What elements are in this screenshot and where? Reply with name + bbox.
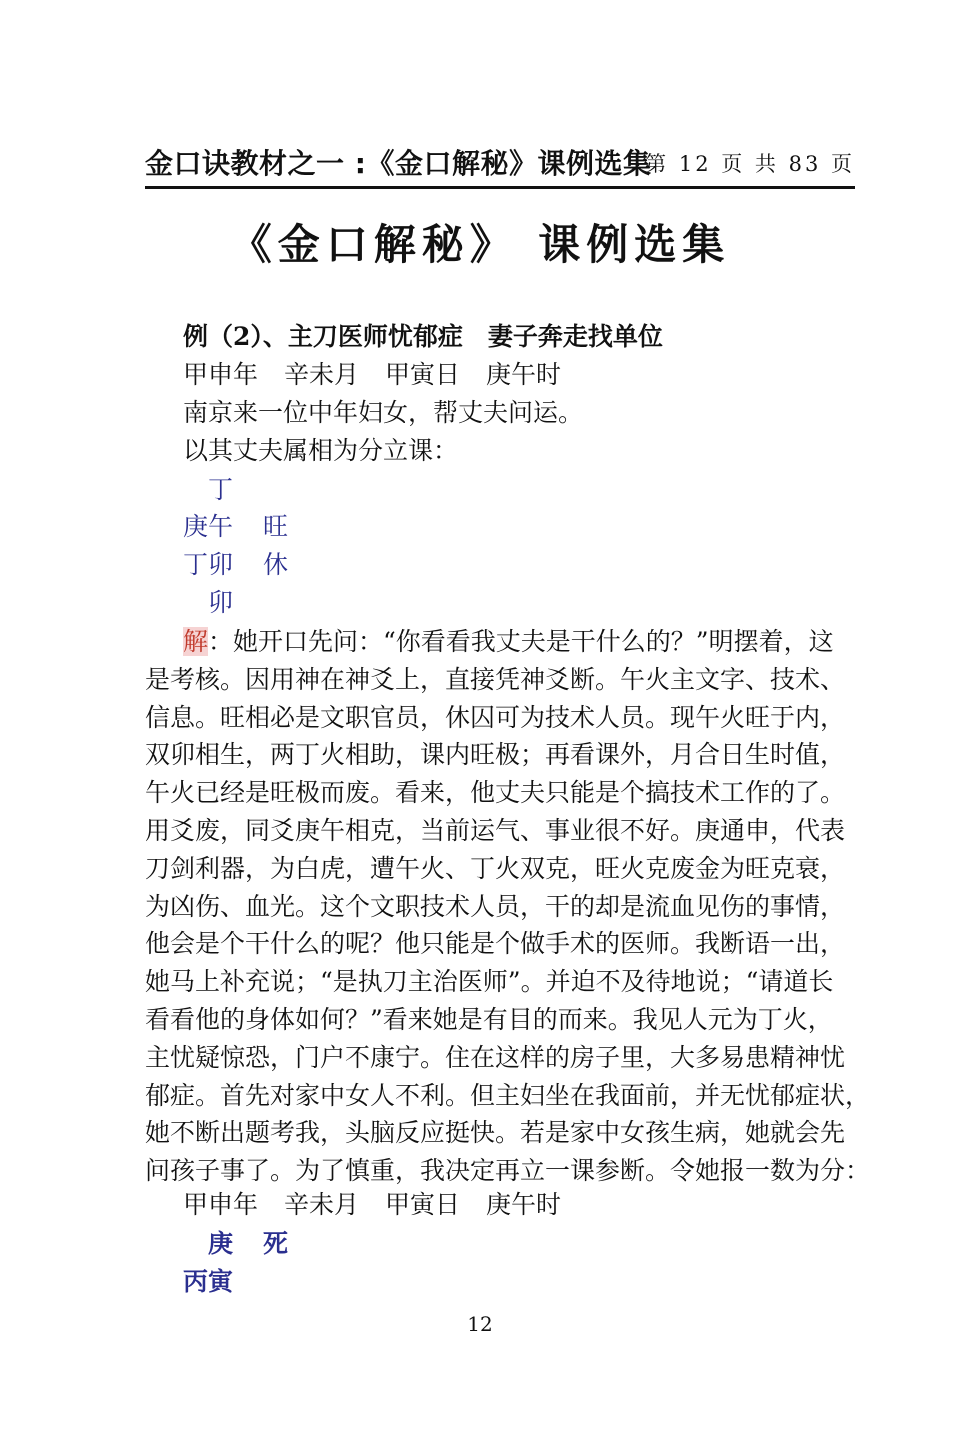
lesson1-row2 [183,512,288,542]
date-hour: 庚午时 [486,1190,562,1219]
explanation-row: 午火已经是旺极而废。看来，他丈夫只能是个搞技术工作的了。 [145,778,846,808]
date-month: 辛未月 [284,360,360,389]
header-title: 金口诀教材之一 :《金口解秘》课例选集 [145,147,652,180]
explanation-paragraph [145,623,871,1190]
example-heading: 例（2）、主刀医师忧郁症 妻子奔走找单位 [183,322,663,351]
explanation-row: 他会是个干什么的呢？他只能是个做手术的医师。我断语一出， [145,929,846,959]
explanation-row: 问孩子事了。为了慎重，我决定再立一课参断。令她报一数为分： [145,1156,871,1186]
explanation-row: 是考核。因用神在神爻上，直接凭神爻断。午火主文字、技术、 [145,664,846,694]
lesson2-row1-state: 死 [263,1229,289,1258]
explain-label: 解 [183,627,209,656]
intro-line-2: 以其丈夫属相为分立课： [183,436,459,465]
explanation-row: 她不断出题考我，头脑反应挺快。若是家中女孩生病，她就会先 [145,1118,846,1148]
lesson1-row2-state: 旺 [263,512,289,541]
date-year: 甲申年 [183,1190,259,1219]
lesson1-row1: 丁 [208,475,234,504]
date-month: 辛未月 [284,1190,360,1219]
explanation-row: 为凶伤、血光。这个文职技术人员，干的却是流血见伤的事情， [145,891,846,921]
explanation-row: 郁症。首先对家中女人不利。但主妇坐在我面前，并无忧郁症状， [145,1080,871,1110]
explanation-row: 用爻废，同爻庚午相克，当前运气、事业很不好。庚通申，代表 [145,815,846,845]
lesson1-row3 [183,550,288,580]
running-header [145,142,855,182]
page-title: 《金口解秘》 课例选集 [229,220,731,269]
explanation-row: 主忧疑惊恐，门户不康宁。住在这样的房子里，大多易患精神忧 [145,1042,846,1072]
intro-line-1: 南京来一位中年妇女，帮丈夫问运。 [183,398,584,427]
lesson1-row2-stem: 庚午 [183,512,234,541]
header-rule [145,186,855,189]
date-year: 甲申年 [183,360,259,389]
lesson2-row1 [208,1229,288,1259]
page-number: 12 [467,1312,493,1336]
explanation-row: 信息。旺相必是文职官员，休囚可为技术人员。现午火旺于内， [145,702,846,732]
lesson2-row1-stem: 庚 [208,1229,234,1258]
lesson1-row3-state: 休 [263,550,289,579]
lesson2-row2: 丙寅 [183,1267,234,1296]
lesson1-row4: 卯 [208,588,234,617]
explanation-row: 她马上补充说；“是执刀主治医师”。并迫不及待地说；“请道长 [145,967,834,997]
date-day: 甲寅日 [385,1190,461,1219]
explanation-row: 双卯相生，两丁火相助，课内旺极；再看课外，月合日生时值， [145,740,846,770]
date-line [183,360,561,390]
header-page-count: 第 12 页 共 83 页 [645,152,855,176]
lesson1-row3-stem: 丁卯 [183,550,234,579]
explanation-row: 刀剑利器，为白虎，遭午火、丁火双克，旺火克废金为旺克衰， [145,853,846,883]
date-line-2 [183,1190,561,1220]
date-hour: 庚午时 [486,360,562,389]
date-day: 甲寅日 [385,360,461,389]
explanation-row: 解：她开口先问：“你看看我丈夫是干什么的？”明摆着，这 [183,627,834,656]
explanation-row: 看看他的身体如何？”看来她是有目的而来。我见人元为丁火， [145,1004,833,1034]
